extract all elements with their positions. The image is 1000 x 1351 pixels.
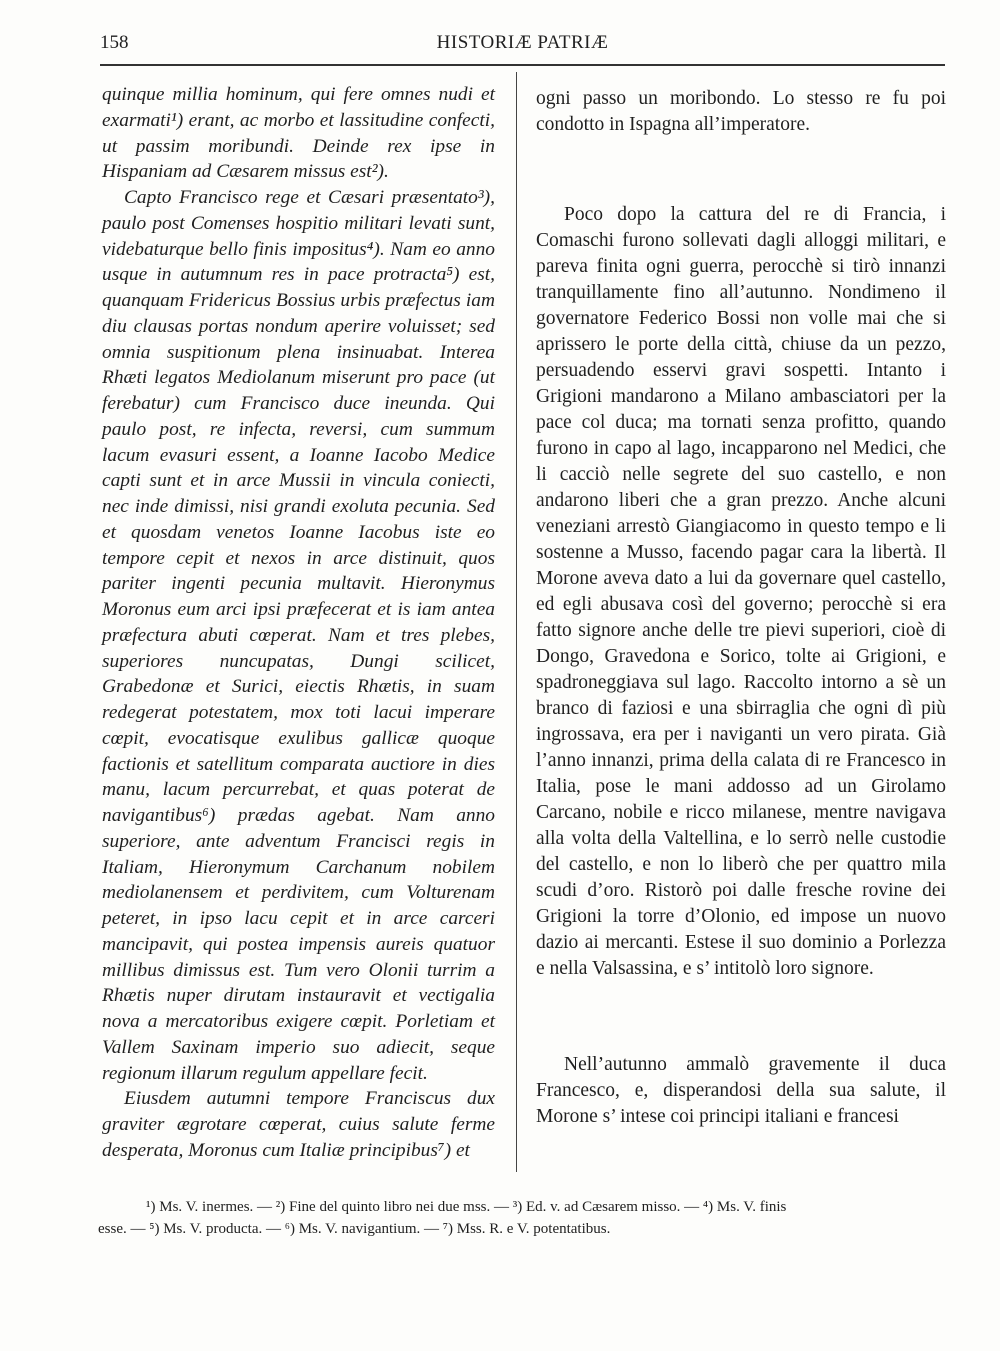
footnotes	[98, 1196, 948, 1240]
latin-paragraph-3: Eiusdem autumni tempore Franciscus dux graviter ægrotare cœperat, cuius salute ferme desperata, Moronus cum Italiæ principibus⁷) et	[102, 1088, 495, 1161]
running-title: HISTORIÆ PATRIÆ	[436, 32, 609, 53]
header-rule	[100, 64, 945, 66]
latin-column	[102, 82, 495, 1164]
italian-paragraph-1: ogni passo un moribondo. Lo stesso re fu poi condotto in Ispagna all’imperatore.	[536, 88, 946, 135]
page-number: 158	[100, 32, 129, 53]
footnote-line-1: ¹) Ms. V. inermes. — ²) Fine del quinto libro nei due mss. — ³) Ed. v. ad Cæsarem misso. — ⁴) Ms. V. finis	[146, 1199, 787, 1215]
italian-paragraph-3: Nell’autunno ammalò gravemente il duca Francesco, e, disperandosi della sua salute, il Morone s’ intese coi principi italiani e francesi	[536, 1054, 946, 1127]
page-header	[100, 30, 945, 60]
column-divider	[516, 72, 517, 1172]
latin-paragraph-1: quinque millia hominum, qui fere omnes nudi et exarmati¹) erant, ac morbo et lassitudine confecti, ut passim moribundi. Deinde rex ipse in Hispaniam ad Cæsarem missus est²).	[102, 84, 495, 183]
footnote-line-2: esse. — ⁵) Ms. V. producta. — ⁶) Ms. V. navigantium. — ⁷) Mss. R. e V. potentatibus.	[98, 1221, 611, 1237]
latin-paragraph-2: Capto Francisco rege et Cæsari præsentato³), paulo post Comenses hospitio militari levati sunt, videbaturque bello finis impositus⁴). Nam eo anno usque in autumnum res in pace protracta⁵) est, quanquam Fridericus Bossius urbis præfectus iam diu clausas portas nondum aperire voluisset; sed omnia suspitionum plena insinuabat. Interea Rhæti legatos Mediolanum miserunt pro pace (ut ferebatur) cum Francisco duce ineunda. Qui paulo post, re infecta, reversi, cum summum lacum evasuri essent, a Ioanne Iacobo Medice capti sunt et in arce Mussii in vincula coniecti, nec inde dimissi, nisi grandi exoluta pecunia. Sed et quosdam venetos Ioanne Iacobus iste eo tempore cepit et nexos in arce distinuit, quos pariter ingenti pecunia multavit. Hieronymus Moronus eum arci ipsi præfecerat et is iam antea præfectura abuti cœperat. Nam et tres plebes, superiores nuncupatas, Dungi scilicet, Grabedonæ et Surici, eiectis Rhætis, in suam redegerat potestatem, mox toti lacui imperare cœpit, evocatisque exulibus gallicæ quoque factionis et satellitum comparata auctiore in dies manu, lacum percurrebat, et quas poterat de navigantibus⁶) prædas agebat. Nam anno superiore, ante adventum Francisci regis in Italiam, Hieronymum Carchanum nobilem mediolanensem et perdivitem, cum Volturenam peteret, in ipso lacu cepit et in arce carceri mancipavit, qui postea impensis aureis quatuor millibus dimissus est. Tum vero Olonii turrim a Rhætis nuper dirutam instauravit et vectigalia nova a mercatoribus exigere cœpit. Porletiam et Vallem Saxinam imperio suo adiecit, seque regionum illarum regulum appellare fecit.	[102, 187, 495, 1084]
italian-paragraph-2: Poco dopo la cattura del re di Francia, i Comaschi furono sollevati dagli alloggi militari, e pareva finita ogni guerra, perocchè si tirò innanzi tranquillamente fino all’autunno. Nondimeno il governatore Federico Bossi non volle mai che si aprissero le porte della città, chiuse da un pezzo, persuadendo esservi gravi sospetti. Intanto i Grigioni mandarono a Milano ambasciatori per la pace col duca; ma tornati senza profitto, quando furono in capo al lago, incapparono nel Medici, che li cacciò nelle segrete del suo castello, e non andarono liberi che a gran prezzo. Anche alcuni veneziani arrestò Giangiacomo in questo tempo e li sostenne a Musso, facendo pagar cara la libertà. Il Morone aveva dato a lui da governare quel castello, ed egli abusava così del governo; perocchè si era fatto signore anche delle tre pievi superiori, cioè di Dongo, Gravedona e Sorico, tolte ai Grigioni, e spadroneggiava sul lago. Raccolto intorno a sè un branco di faziosi e una sbirraglia che ogni dì più ingrossava, era per i naviganti un vero pirata. Già l’anno innanzi, prima della calata di re Francesco in Italia, pose le mani addosso ad un Girolamo Carcano, nobile e ricco milanese, mentre navigava alla volta della Valtellina, e lo serrò nelle custodie del castello, e non lo liberò che per quattro mila scudi d’oro. Ristorò poi dalle fresche rovine dei Grigioni la torre d’Olonio, ed impose un nuovo dazio ai mercanti. Estese il suo dominio a Porlezza e nella Valsassina, e s’ intitolò loro signore.	[536, 204, 946, 979]
italian-column	[536, 86, 946, 1130]
